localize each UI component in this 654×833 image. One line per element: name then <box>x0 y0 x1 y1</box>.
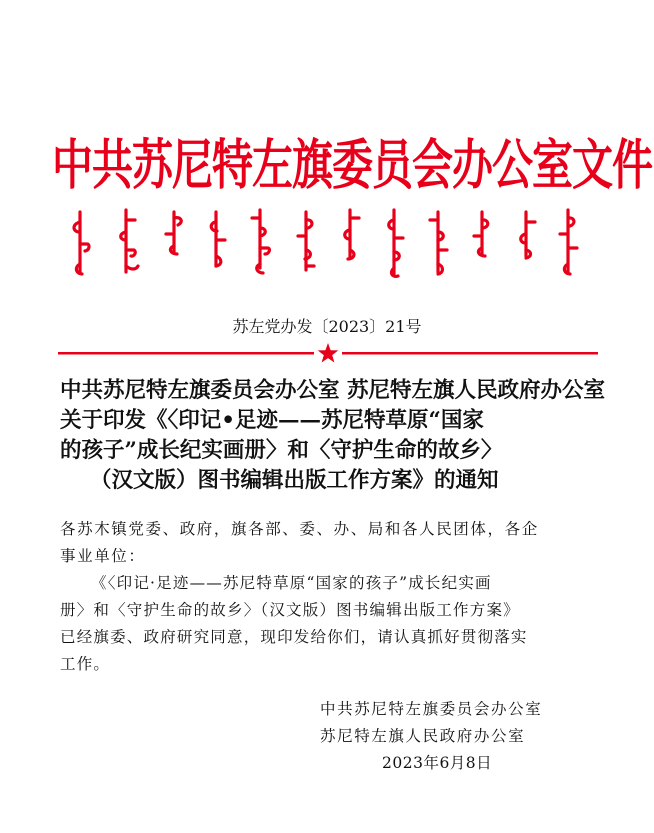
separator-line-right <box>342 352 598 355</box>
body-text <box>60 570 600 678</box>
red-separator <box>58 343 598 363</box>
star-icon <box>318 343 339 363</box>
signature-org-party: 中共苏尼特左旗委员会办公室 <box>320 700 543 718</box>
notice-title-line: 中共苏尼特左旗委员会办公室 苏尼特左旗人民政府办公室 <box>60 378 605 403</box>
mongolian-script-image <box>68 206 598 280</box>
recipients <box>60 516 600 570</box>
notice-title-line: （汉文版）图书编辑出版工作方案》的通知 <box>90 468 499 493</box>
body-line: 册〉和〈守护生命的故乡〉（汉文版）图书编辑出版工作方案》 <box>60 601 520 619</box>
notice-title <box>60 376 605 496</box>
signature-block <box>320 696 620 777</box>
document-number: 苏左党办发〔2023〕21号 <box>232 317 422 336</box>
red-header-title: 中共苏尼特左旗委员会办公室文件 <box>52 133 652 197</box>
body-line: 工作。 <box>60 655 111 673</box>
recipients-line: 事业单位： <box>60 547 146 565</box>
signature-date: 2023年6月8日 <box>382 754 493 772</box>
signature-org-government: 苏尼特左旗人民政府办公室 <box>320 727 526 745</box>
notice-title-line: 的孩子”成长纪实画册〉和〈守护生命的故乡〉 <box>60 438 503 463</box>
body-line: 《〈印记·足迹——苏尼特草原“国家的孩子”成长纪实画 <box>91 574 492 592</box>
notice-title-line: 关于印发《〈印记•足迹——苏尼特草原“国家 <box>60 408 484 433</box>
body-line: 已经旗委、政府研究同意，现印发给你们，请认真抓好贯彻落实 <box>60 628 528 646</box>
separator-line-left <box>58 352 314 355</box>
recipients-line: 各苏木镇党委、政府，旗各部、委、办、局和各人民团体，各企 <box>60 520 539 538</box>
